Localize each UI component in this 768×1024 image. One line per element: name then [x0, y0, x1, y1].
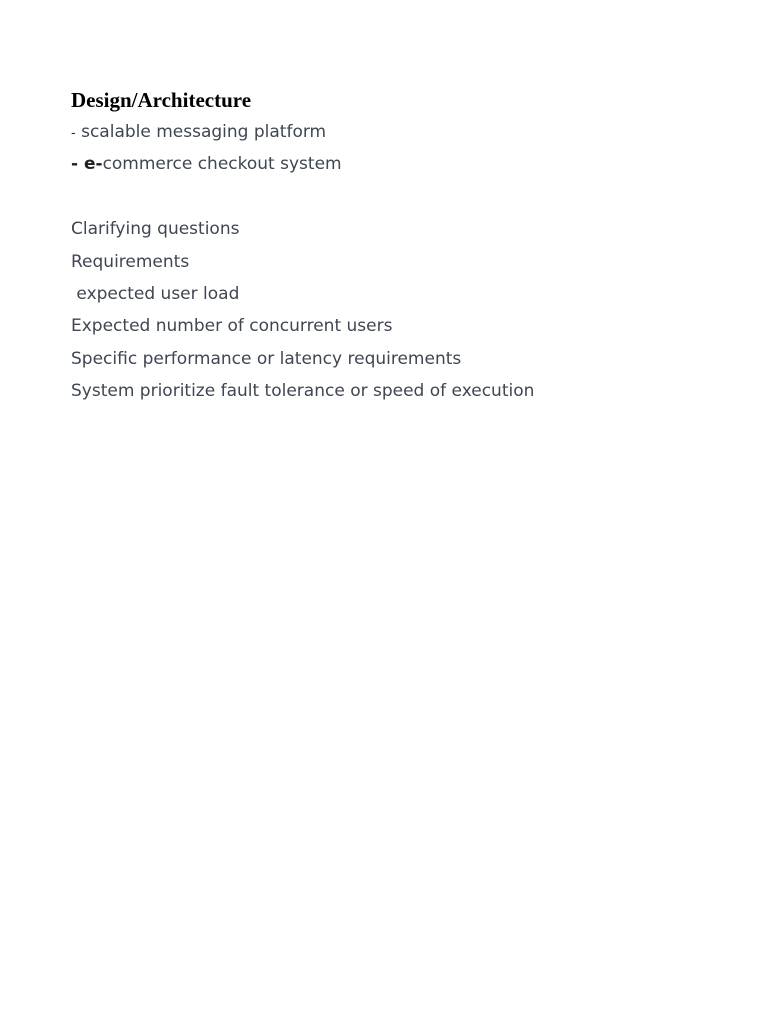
text-line-user-load: expected user load: [71, 283, 240, 304]
text-line-clarifying-questions: Clarifying questions: [71, 219, 240, 240]
bullet-dash: -: [71, 126, 76, 141]
example-item-ecommerce: [71, 148, 711, 180]
example-item-messaging: [71, 116, 711, 148]
text-line-concurrent-users: Expected number of concurrent users: [71, 316, 393, 337]
document-body: [71, 86, 711, 408]
text-line-performance: Specific performance or latency requirements: [71, 348, 462, 369]
text-line-fault-tolerance: System prioritize fault tolerance or speed of execution: [71, 381, 535, 402]
page-title: Design/Architecture: [71, 88, 252, 112]
blank-line: [71, 181, 711, 213]
text-line-requirements: Requirements: [71, 251, 190, 272]
example-text: scalable messaging platform: [75, 122, 327, 142]
example-text: commerce checkout system: [102, 154, 342, 175]
bullet-dash: - e-: [71, 154, 103, 175]
